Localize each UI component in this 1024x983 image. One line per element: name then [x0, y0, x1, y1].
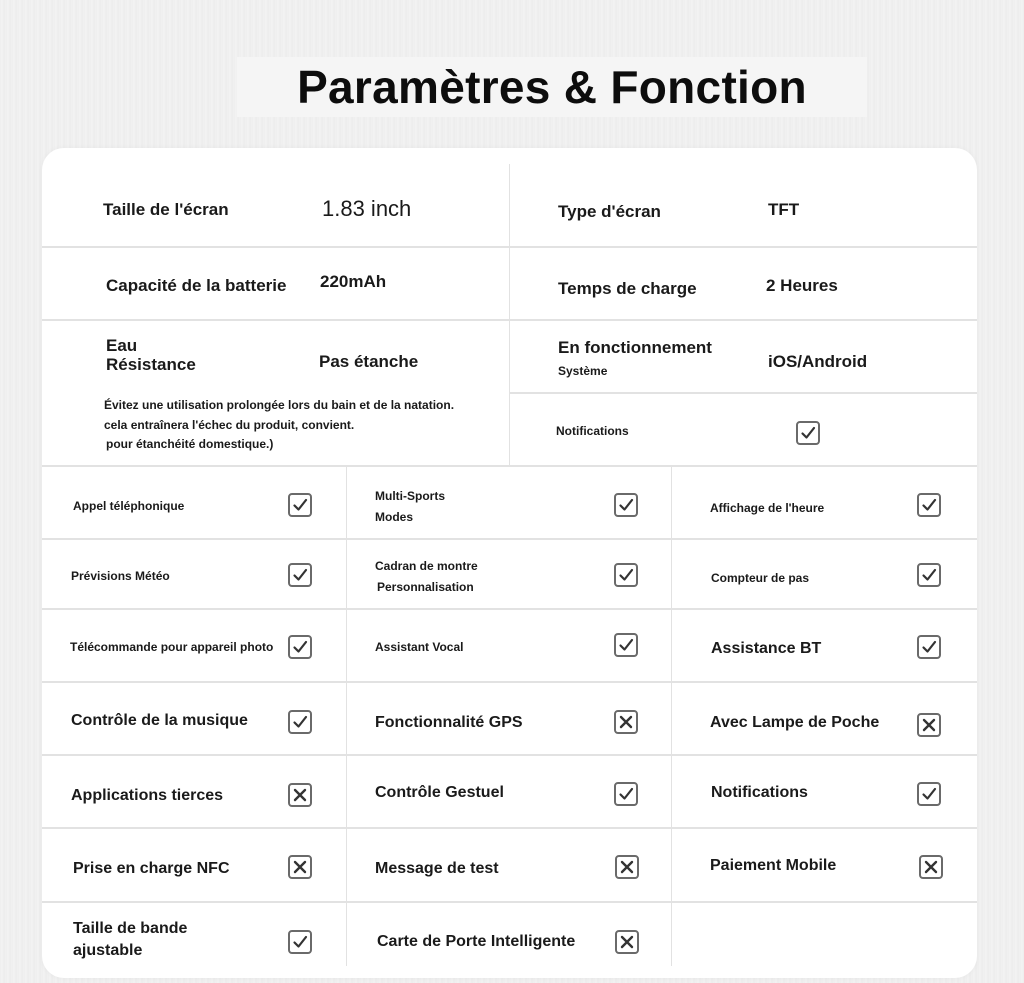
divider — [42, 319, 977, 321]
divider — [346, 466, 347, 966]
gps-status-icon — [614, 710, 638, 734]
smart-door-card-status-icon — [615, 930, 639, 954]
feature-label-gesture-control: Contrôle Gestuel — [375, 784, 504, 801]
page-title: Paramètres & Fonction — [0, 60, 1024, 114]
feature-label-test-message: Message de test — [375, 860, 499, 877]
multisport-status-icon — [614, 493, 638, 517]
water-value: Pas étanche — [319, 352, 419, 371]
spec-card — [42, 148, 977, 978]
feature-label-watchface-line1: Cadran de montre — [375, 559, 478, 573]
feature-label-third-party-apps: Applications tierces — [71, 787, 224, 804]
screen-size-value: 1.83 inch — [322, 196, 412, 221]
battery-value: 220mAh — [320, 272, 387, 291]
os-value: iOS/Android — [768, 352, 868, 371]
feature-label-notifications: Notifications — [711, 784, 808, 801]
divider — [42, 901, 977, 903]
feature-label-band-size-line2: ajustable — [73, 942, 143, 959]
water-label-line2: Résistance — [106, 355, 196, 374]
divider — [509, 392, 977, 394]
divider — [671, 466, 672, 966]
charge-time-value: 2 Heures — [766, 276, 838, 295]
feature-label-bt-assist: Assistance BT — [711, 640, 822, 657]
time-display-status-icon — [917, 493, 941, 517]
notifications-status-icon — [917, 782, 941, 806]
bt-assist-status-icon — [917, 635, 941, 659]
feature-label-multisport-line1: Multi-Sports — [375, 489, 445, 503]
mobile-payment-status-icon — [919, 855, 943, 879]
weather-status-icon — [288, 563, 312, 587]
feature-label-step-counter: Compteur de pas — [711, 571, 810, 585]
os-label-line1: En fonctionnement — [558, 338, 712, 357]
divider — [42, 538, 977, 540]
water-label-line1: Eau — [106, 336, 138, 355]
divider — [42, 608, 977, 610]
battery-label: Capacité de la batterie — [106, 276, 287, 295]
screen-type-value: TFT — [768, 200, 800, 219]
music-control-status-icon — [288, 710, 312, 734]
third-party-apps-status-icon — [288, 783, 312, 807]
divider — [42, 681, 977, 683]
screen-type-label: Type d'écran — [558, 202, 661, 221]
water-note-line1: Évitez une utilisation prolongée lors du bain et de la natation. — [104, 398, 455, 412]
band-size-status-icon — [288, 930, 312, 954]
divider — [42, 827, 977, 829]
feature-label-music-control: Contrôle de la musique — [71, 712, 248, 729]
voice-assistant-status-icon — [614, 633, 638, 657]
phone-call-status-icon — [288, 493, 312, 517]
water-note — [104, 396, 454, 455]
feature-label-time-display: Affichage de l'heure — [710, 501, 825, 515]
nfc-status-icon — [288, 855, 312, 879]
water-note-line3: pour étanchéité domestique.) — [106, 437, 274, 451]
divider — [42, 754, 977, 756]
feature-label-band-size-line1: Taille de bande — [73, 920, 188, 937]
divider — [42, 465, 977, 467]
feature-label-gps: Fonctionnalité GPS — [375, 714, 523, 731]
step-counter-status-icon — [917, 563, 941, 587]
divider — [42, 246, 977, 248]
feature-label-smart-door-card: Carte de Porte Intelligente — [377, 933, 576, 950]
feature-label-mobile-payment: Paiement Mobile — [710, 857, 837, 874]
feature-label-phone-call: Appel téléphonique — [73, 499, 185, 513]
screen-size-label: Taille de l'écran — [103, 200, 229, 219]
feature-label-camera-remote: Télécommande pour appareil photo — [70, 640, 274, 654]
watchface-status-icon — [614, 563, 638, 587]
camera-remote-status-icon — [288, 635, 312, 659]
water-note-line2: cela entraînera l'échec du produit, convient. — [104, 417, 355, 432]
charge-time-label: Temps de charge — [558, 279, 697, 298]
feature-label-nfc: Prise en charge NFC — [73, 860, 230, 877]
divider — [509, 164, 510, 466]
os-label-line2: Système — [558, 364, 608, 378]
gesture-control-status-icon — [614, 782, 638, 806]
flashlight-status-icon — [917, 713, 941, 737]
feature-label-watchface-line2: Personnalisation — [377, 580, 474, 594]
notifications-spec-label: Notifications — [556, 424, 629, 438]
feature-label-weather: Prévisions Météo — [71, 569, 170, 583]
test-message-status-icon — [615, 855, 639, 879]
feature-label-voice-assistant: Assistant Vocal — [375, 640, 464, 654]
feature-label-multisport-line2: Modes — [375, 510, 414, 524]
notifications-spec-check-icon — [796, 421, 820, 445]
feature-label-flashlight: Avec Lampe de Poche — [710, 714, 880, 731]
